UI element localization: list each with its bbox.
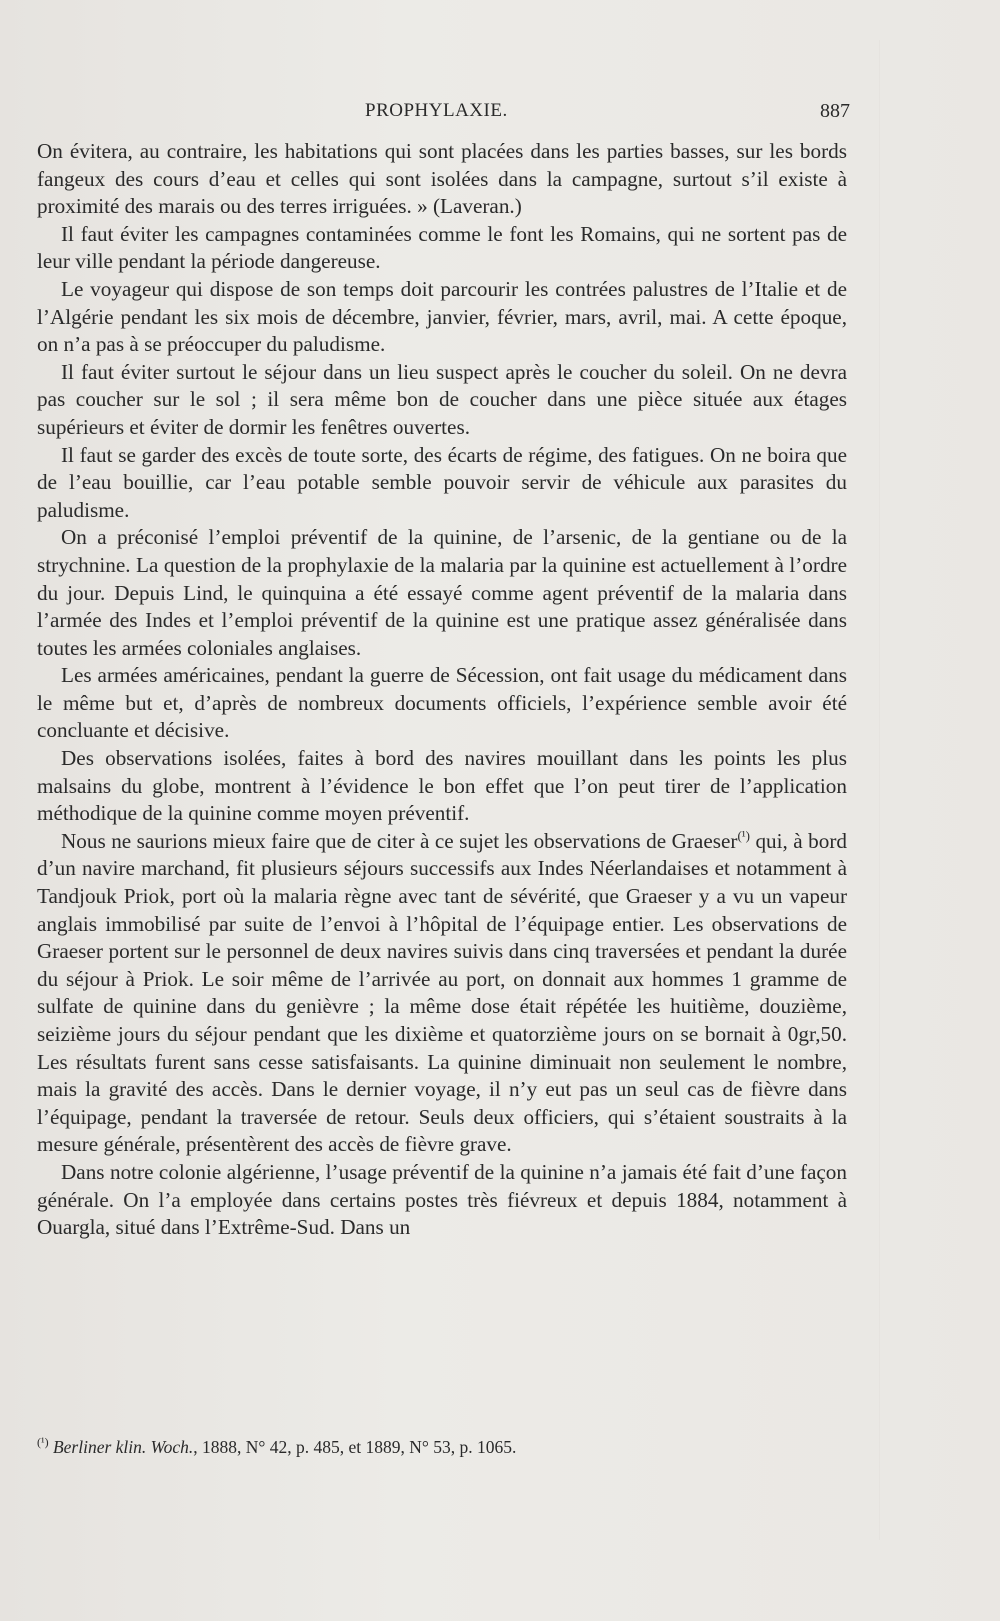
running-head: PROPHYLAXIE. [365,100,508,121]
footnote-title: Berliner klin. Woch. [52,1437,194,1457]
paragraph: On évitera, au contraire, les habitations qui sont placées dans les parties basses, sur les bords fangeux des cours d’eau et celles qui sont isolées dans la campagne, surtout s’il existe à proximité des marais ou des terres irriguées. » (Laveran.) [37,139,847,219]
footnote-details: , 1888, N° 42, p. 485, et 1889, N° 53, p. 1065. [193,1437,517,1457]
paper-shadow [879,40,880,1540]
body-text [37,138,847,1242]
paragraph-graeser [37,828,847,1159]
paragraph: On a préconisé l’emploi préventif de la quinine, de l’arsenic, de la gentiane ou de la strychnine. La question de la prophylaxie de la malaria par la quinine est actuellement à l’ordre du jour. Depuis Lind, le quinquina a été essayé comme agent préventif de la malaria dans l’armée des Indes et l’emploi préventif de la quinine est une pratique assez généralisée dans toutes les armées coloniales anglaises. [37,525,847,660]
paragraph-text: Nous ne saurions mieux faire que de citer à ce sujet les observations de Graeser [61,828,738,853]
paragraph: Il faut éviter surtout le séjour dans un lieu suspect après le coucher du soleil. On ne devra pas coucher sur le sol ; il sera même bon de coucher dans une pièce située aux étages supérieurs et éviter de dormir les fenêtres ouvertes. [37,359,847,439]
footnotes [37,1436,847,1458]
paragraph: Des observations isolées, faites à bord des navires mouillant dans les points les plus malsains du globe, montrent à l’évidence le bon effet que l’on peut tirer de l’application méthodique de la quinine comme moyen préventif. [37,746,847,826]
paragraph: Il faut éviter les campagnes contaminées comme le font les Romains, qui ne sortent pas de leur ville pendant la période dangereuse. [37,221,847,274]
paragraph: Les armées américaines, pendant la guerre de Sécession, ont fait usage du médicament dans le même but et, d’après de nombreux documents officiels, l’expérience semble avoir été concluante et décisive. [37,663,847,743]
paragraph: Le voyageur qui dispose de son temps doit parcourir les contrées palustres de l’Italie et de l’Algérie pendant les six mois de décembre, janvier, février, mars, avril, mai. A cette époque, on n’a pas à se préoccuper du paludisme. [37,276,847,357]
page-header [0,100,1000,130]
footnote-reference[interactable]: (¹) [737,827,750,843]
page-number: 887 [820,100,850,122]
footnote-marker: (¹) [37,1435,49,1450]
paragraph: Dans notre colonie algérienne, l’usage préventif de la quinine n’a jamais été fait d’une façon générale. On l’a employée dans certains postes très fiévreux et depuis 1884, notamment à Ouargla, situé dans l’Extrême-Sud. Dans un [37,1159,847,1240]
paragraph: Il faut se garder des excès de toute sorte, des écarts de régime, des fatigues. On ne boira que de l’eau bouillie, car l’eau potable semble pouvoir servir de véhicule aux parasites du paludisme. [37,442,847,522]
paragraph-text: qui, à bord d’un navire marchand, fit plusieurs séjours successifs aux Indes Néerlandaises et notamment à Tandjouk Priok, port où la malaria règne avec tant de sévérité, que Graeser y a vu un vapeur anglais immobilisé par suite de l’envoi à l’hôpital de l’équipage entier. Les observations de Graeser portent sur le personnel de deux navires suivis dans cinq traversées et pendant la durée du séjour à Priok. Le soir même de l’arrivée au port, on donnait aux hommes 1 gramme de sulfate de quinine dans du genièvre ; la même dose était répétée les huitième, douzième, seizième jours du séjour pendant que les dixième et quatorzième jours on se bornait à 0gr,50. Les résultats furent sans cesse satisfaisants. La quinine diminuait non seulement le nombre, mais la gravité des accès. Dans le dernier voyage, il n’y eut pas un seul cas de fièvre dans l’équipage, pendant la traversée de retour. Seuls deux officiers, qui s’étaient soustraits à la mesure générale, présentèrent des accès de fièvre grave. [37,828,847,1157]
